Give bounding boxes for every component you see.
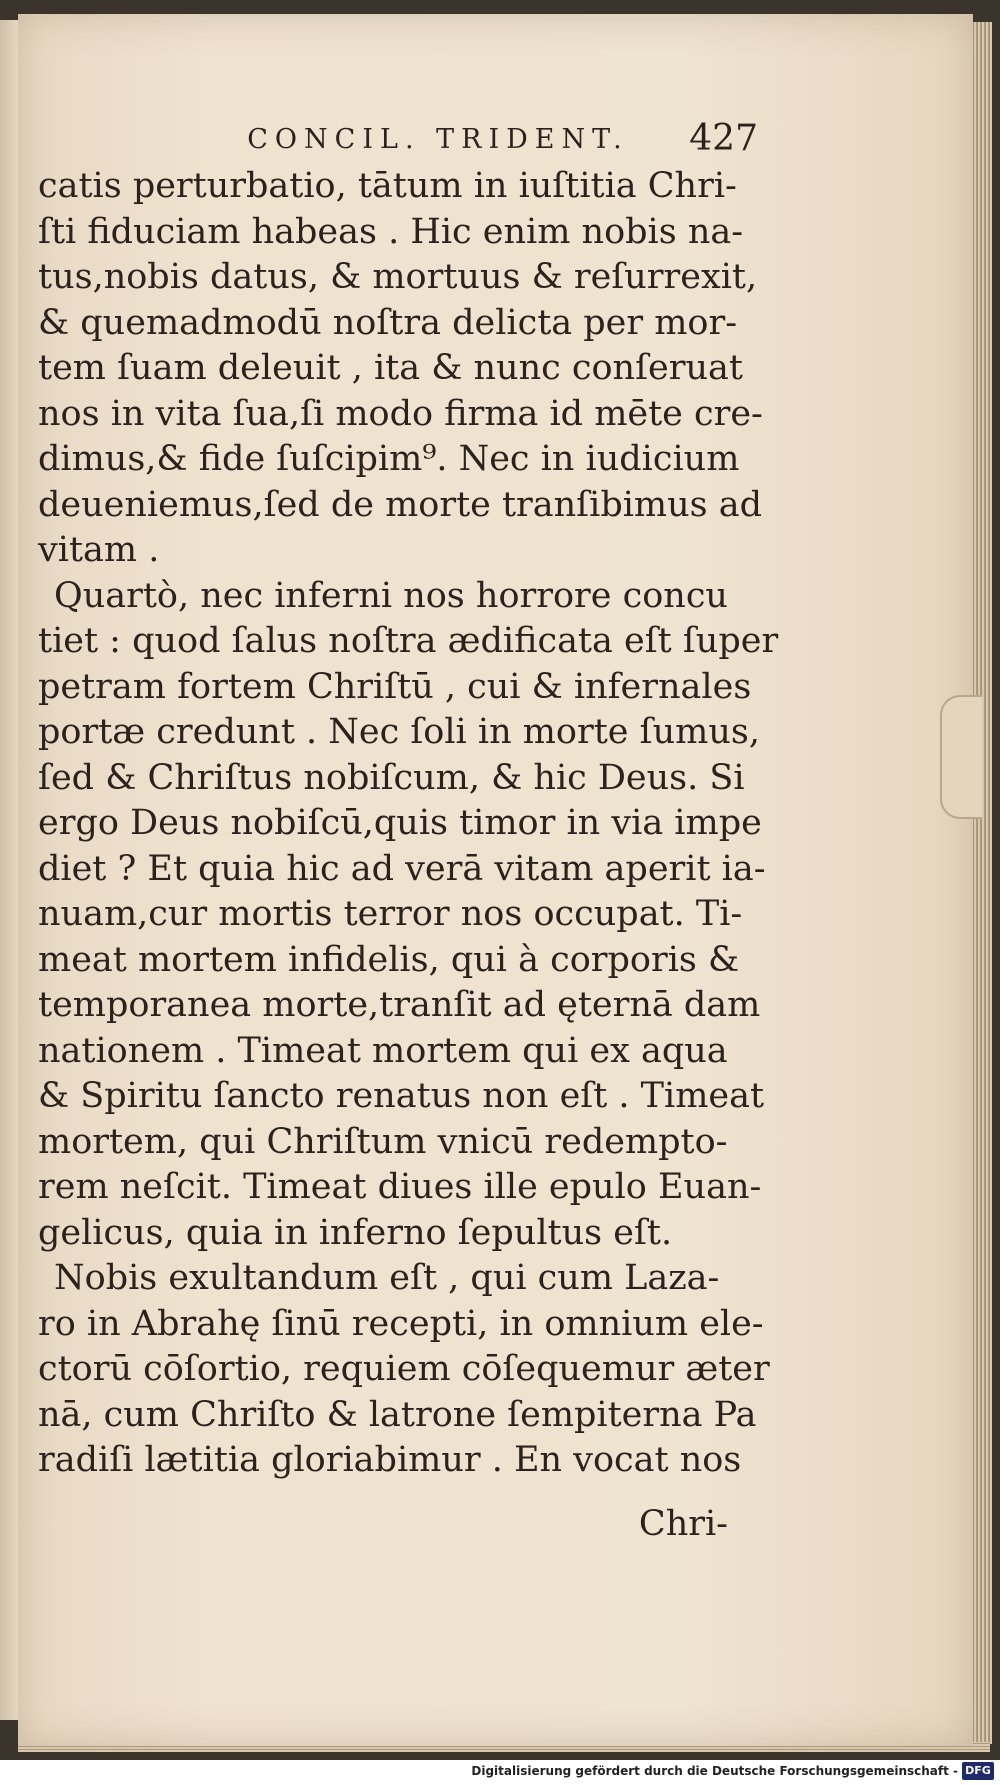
text-line: tem ſuam deleuit , ita & nunc conſeruat xyxy=(38,348,743,388)
text-line: portæ credunt . Nec ſoli in morte ſumus, xyxy=(38,712,760,752)
page-edge-tab xyxy=(940,695,982,819)
text-line: deueniemus,ſed de morte tranſibimus ad xyxy=(38,484,763,525)
dfg-logo: DFG xyxy=(962,1762,994,1780)
text-line: & Spiritu ſancto renatus non eſt . Timeat xyxy=(38,1076,765,1116)
running-head: CONCIL. TRIDENT. xyxy=(247,124,629,155)
text-line: & quemadmodū noſtra delicta per mor- xyxy=(38,302,738,343)
text-line: temporanea morte,tranſit ad ęternā dam xyxy=(38,985,761,1025)
text-line: dimus,& fide ſuſcipim⁹. Nec in iudicium xyxy=(38,439,740,479)
digitization-credit: Digitalisierung gefördert durch die Deutsche Forschungsgemeinschaft - xyxy=(471,1764,958,1778)
text-line: ſed & Chriſtus nobiſcum, & hic Deus. Si xyxy=(38,757,745,798)
text-line: ſti fiduciam habeas . Hic enim nobis na- xyxy=(38,211,744,252)
text-line: mortem, qui Chriſtum vnicū redempto- xyxy=(38,1121,728,1162)
text-line: diet ? Et quia hic ad verā vitam aperit ia- xyxy=(38,848,766,889)
text-line: vitam . xyxy=(38,530,160,570)
facing-page-edge xyxy=(0,20,20,1720)
text-block xyxy=(38,164,779,1484)
paragraph-start-line: Nobis exultandum eſt , qui cum Laza- xyxy=(54,1258,720,1298)
text-line: gelicus, quia in inferno ſepultus eſt. xyxy=(38,1212,673,1253)
page-number: 427 xyxy=(689,118,758,159)
text-line: nationem . Timeat mortem qui ex aqua xyxy=(38,1030,728,1071)
text-line: ergo Deus nobiſcū,quis timor in via impe xyxy=(38,803,762,843)
text-line: rem neſcit. Timeat diues ille epulo Euan- xyxy=(38,1167,762,1207)
text-line: petram fortem Chriſtū , cui & infernales xyxy=(38,666,752,707)
text-line: radiſi lætitia gloriabimur . En vocat nos xyxy=(38,1440,742,1480)
paragraph-start-line: Quartò, nec inferni nos horrore concu xyxy=(54,575,728,616)
book-page xyxy=(18,14,973,1746)
text-line: catis perturbatio, tātum in iuſtitia Chri- xyxy=(38,166,737,206)
catchword: Chri- xyxy=(638,1504,728,1544)
text-line: tus,nobis datus, & mortuus & reſurrexit, xyxy=(38,257,758,297)
text-line: nā, cum Chriſto & latrone ſempiterna Pa xyxy=(38,1394,757,1435)
text-line: meat mortem infidelis, qui à corporis & xyxy=(38,939,740,980)
text-line: ctorū cōſortio, requiem cōſequemur æter xyxy=(38,1349,770,1389)
text-line: ro in Abrahę ſinū recepti, in omnium ele- xyxy=(38,1303,764,1344)
text-line: nos in vita ſua,ſi modo firma id mēte cre- xyxy=(38,393,763,434)
text-line: nuam,cur mortis terror nos occupat. Ti- xyxy=(38,894,743,934)
text-line: tiet : quod ſalus noſtra ædificata eſt ſuper xyxy=(38,621,779,661)
